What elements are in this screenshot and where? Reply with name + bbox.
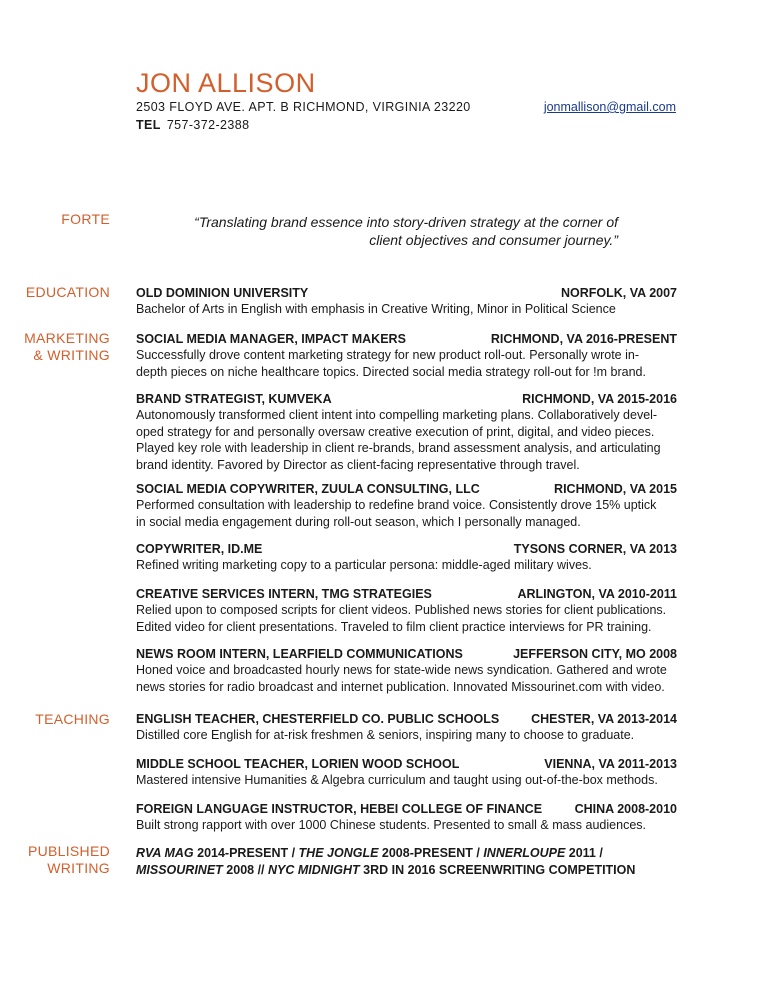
entry-title: SOCIAL MEDIA COPYWRITER, ZUULA CONSULTING, LLC bbox=[136, 482, 480, 496]
description-line: Built strong rapport with over 1000 Chinese students. Presented to small & mass audiences. bbox=[136, 818, 646, 832]
pub-jongle: THE JONGLE bbox=[298, 846, 379, 860]
description-line: Mastered intensive Humanities & Algebra curriculum and taught using out-of-the-box methods. bbox=[136, 773, 658, 787]
section-label-published bbox=[0, 843, 110, 877]
entry-location-date: TYSONS CORNER, VA 2013 bbox=[513, 542, 677, 556]
pub-missourinet: MISSOURINET bbox=[136, 862, 223, 877]
pub-innerloupe-years: 2011 / bbox=[565, 846, 603, 860]
description-line: Relied upon to composed scripts for client videos. Published news stories for client publications. bbox=[136, 603, 667, 617]
entry-location-date: CHINA 2008-2010 bbox=[574, 802, 677, 816]
entry-description bbox=[136, 407, 677, 473]
entry-description bbox=[136, 727, 677, 744]
entry-location-date: ARLINGTON, VA 2010-2011 bbox=[517, 587, 677, 601]
entry-marketing bbox=[136, 541, 677, 574]
entry-header bbox=[136, 711, 677, 727]
pub-missourinet-years: 2008 // bbox=[222, 862, 268, 877]
entry-header bbox=[136, 481, 677, 497]
entry-teaching bbox=[136, 801, 677, 834]
pub-nyc: NYC MIDNIGHT bbox=[268, 862, 360, 877]
description-line: Performed consultation with leadership to redefine brand voice. Consistently drove 15% uptick bbox=[136, 498, 657, 512]
entry-description bbox=[136, 497, 677, 530]
entry-title: COPYWRITER, ID.ME bbox=[136, 542, 263, 556]
entry-marketing bbox=[136, 391, 677, 473]
published-line-2 bbox=[136, 862, 696, 879]
section-label-published-line1: PUBLISHED bbox=[27, 843, 110, 859]
entry-title: OLD DOMINION UNIVERSITY bbox=[136, 286, 309, 300]
pub-innerloupe: INNERLOUPE bbox=[483, 846, 566, 860]
pub-rva-years: 2014-PRESENT / bbox=[193, 846, 299, 860]
entry-marketing bbox=[136, 331, 677, 380]
entry-marketing bbox=[136, 586, 677, 635]
description-line: Autonomously transformed client intent into compelling marketing plans. Collaboratively devel- bbox=[136, 408, 658, 422]
address: 2503 FLOYD AVE. APT. B RICHMOND, VIRGINIA 23220 bbox=[136, 100, 471, 114]
entry-header bbox=[136, 646, 677, 662]
description-line: Edited video for client presentations. Traveled to film client practice interviews for PR training. bbox=[136, 619, 652, 634]
published-writing bbox=[136, 845, 696, 878]
description-line: in social media engagement during roll-out season, which I personally managed. bbox=[136, 514, 581, 529]
tel-number: 757-372-2388 bbox=[166, 118, 250, 132]
entry-title: SOCIAL MEDIA MANAGER, IMPACT MAKERS bbox=[136, 332, 406, 346]
entry-title: FOREIGN LANGUAGE INSTRUCTOR, HEBEI COLLEGE OF FINANCE bbox=[136, 802, 543, 816]
pub-rva: RVA MAG bbox=[136, 846, 194, 860]
description-line: news stories for radio broadcast and internet publication. Innovated Missourinet.com with video. bbox=[136, 679, 665, 694]
entry-marketing bbox=[136, 646, 677, 695]
entry-location-date: RICHMOND, VA 2016-PRESENT bbox=[490, 332, 677, 346]
tel-label: TEL bbox=[136, 118, 161, 132]
published-line-1 bbox=[136, 845, 696, 862]
entry-header bbox=[136, 391, 677, 407]
entry-description bbox=[136, 772, 677, 789]
resume-name: JON ALLISON bbox=[136, 68, 316, 98]
description-line: Refined writing marketing copy to a particular persona: middle-aged military wives. bbox=[136, 558, 592, 572]
description-line: brand identity. Favored by Director as client-facing representative through travel. bbox=[136, 457, 580, 472]
entry-header bbox=[136, 801, 677, 817]
entry-location-date: VIENNA, VA 2011-2013 bbox=[544, 757, 677, 771]
section-label-marketing-line1: MARKETING bbox=[24, 330, 110, 346]
quote-line-2: client objectives and consumer journey.” bbox=[369, 232, 618, 248]
section-label-marketing bbox=[0, 330, 110, 364]
entry-header bbox=[136, 541, 677, 557]
email-link[interactable]: jonmallison@gmail.com bbox=[543, 100, 676, 114]
section-label-teaching: TEACHING bbox=[35, 711, 110, 727]
entry-description bbox=[136, 602, 677, 635]
description-line: oped strategy for and personally oversaw creative execution of print, digital, and video pieces. bbox=[136, 424, 655, 439]
section-label-forte: FORTE bbox=[61, 211, 110, 227]
pub-jongle-years: 2008-PRESENT / bbox=[378, 846, 484, 860]
telephone bbox=[136, 118, 249, 133]
entry-location-date: CHESTER, VA 2013-2014 bbox=[531, 712, 677, 726]
entry-title: ENGLISH TEACHER, CHESTERFIELD CO. PUBLIC SCHOOLS bbox=[136, 712, 500, 726]
entry-title: BRAND STRATEGIST, KUMVEKA bbox=[136, 392, 332, 406]
description-line: Distilled core English for at-risk freshmen & seniors, inspiring many to choose to graduate. bbox=[136, 728, 635, 742]
entry-description bbox=[136, 347, 677, 380]
entry-header bbox=[136, 331, 677, 347]
entry-location-date: RICHMOND, VA 2015 bbox=[554, 482, 677, 496]
entry-title: CREATIVE SERVICES INTERN, TMG STRATEGIES bbox=[136, 587, 432, 601]
entry-education bbox=[136, 285, 677, 318]
quote-line-1: “Translating brand essence into story-driven strategy at the corner of bbox=[194, 214, 618, 230]
entry-marketing bbox=[136, 481, 677, 530]
description-line: Played key role with leadership in client re-brands, brand assessment analysis, and articulating bbox=[136, 441, 661, 455]
entry-header bbox=[136, 285, 677, 301]
section-label-education: EDUCATION bbox=[25, 284, 110, 300]
description-line: Honed voice and broadcasted hourly news for state-wide news syndication. Gathered and wrote bbox=[136, 663, 667, 677]
entry-title: MIDDLE SCHOOL TEACHER, LORIEN WOOD SCHOOL bbox=[136, 757, 460, 771]
forte-quote bbox=[140, 213, 618, 249]
entry-header bbox=[136, 586, 677, 602]
description-line: Successfully drove content marketing strategy for new product roll-out. Personally wrote in- bbox=[136, 348, 640, 362]
entry-teaching bbox=[136, 711, 677, 744]
entry-description bbox=[136, 817, 677, 834]
entry-location-date: RICHMOND, VA 2015-2016 bbox=[522, 392, 677, 406]
description-line: Bachelor of Arts in English with emphasis in Creative Writing, Minor in Political Science bbox=[136, 302, 616, 316]
entry-description bbox=[136, 557, 677, 574]
entry-description bbox=[136, 301, 677, 318]
entry-location-date: NORFOLK, VA 2007 bbox=[561, 286, 677, 300]
entry-teaching bbox=[136, 756, 677, 789]
entry-description bbox=[136, 662, 677, 695]
description-line: depth pieces on niche healthcare topics. Directed social media strategy roll-out for !m brand. bbox=[136, 364, 646, 379]
section-label-marketing-line2: & WRITING bbox=[33, 347, 110, 363]
section-label-published-line2: WRITING bbox=[47, 860, 110, 876]
entry-header bbox=[136, 756, 677, 772]
entry-title: NEWS ROOM INTERN, LEARFIELD COMMUNICATIONS bbox=[136, 647, 463, 661]
entry-location-date: JEFFERSON CITY, MO 2008 bbox=[513, 647, 677, 661]
pub-nyc-tail: 3RD IN 2016 SCREENWRITING COMPETITION bbox=[359, 862, 636, 877]
